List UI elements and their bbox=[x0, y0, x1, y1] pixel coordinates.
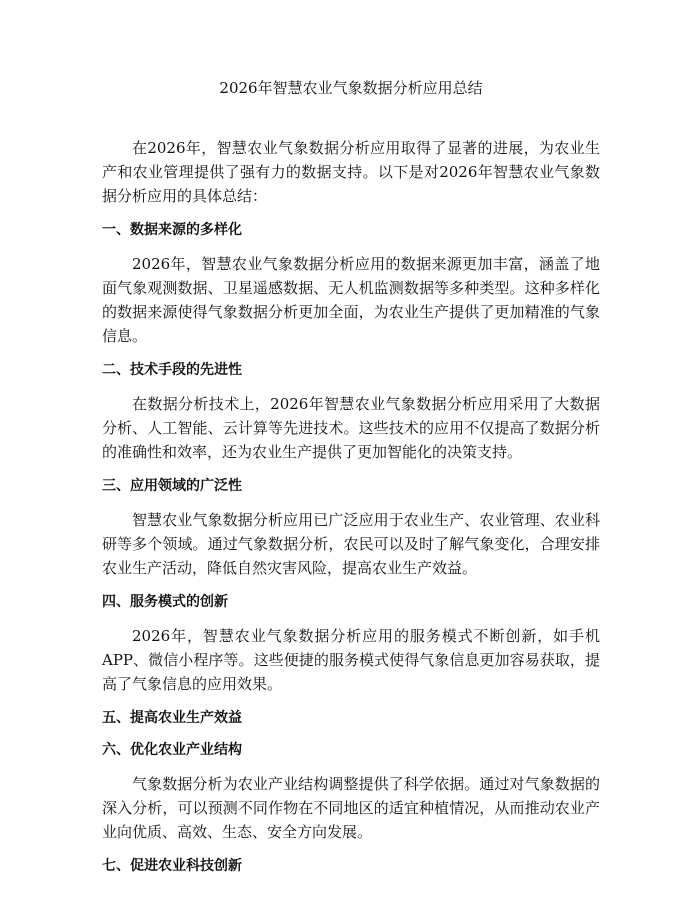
section-heading: 六、优化农业产业结构 bbox=[102, 742, 242, 758]
section-heading: 七、促进农业科技创新 bbox=[102, 858, 242, 874]
section-2 bbox=[102, 360, 600, 464]
intro-paragraph: 在2026年，智慧农业气象数据分析应用取得了显著的进展，为农业生产和农业管理提供了强有力的数据支持。以下是对2026年智慧农业气象数据分析应用的具体总结： bbox=[102, 139, 600, 205]
section-body: 气象数据分析为农业产业结构调整提供了科学依据。通过对气象数据的深入分析，可以预测不同作物在不同地区的适宜种植情况，从而推动农业产业向优质、高效、生态、安全方向发展。 bbox=[102, 775, 600, 841]
section-5 bbox=[102, 708, 600, 728]
section-body: 在数据分析技术上，2026年智慧农业气象数据分析应用采用了大数据分析、人工智能、云计算等先进技术。这些技术的应用不仅提高了数据分析的准确性和效率，还为农业生产提供了更加智能化的决策支持。 bbox=[102, 395, 600, 461]
section-heading: 三、应用领域的广泛性 bbox=[102, 478, 242, 494]
section-4 bbox=[102, 592, 600, 696]
section-heading: 二、技术手段的先进性 bbox=[102, 362, 242, 378]
section-body: 智慧农业气象数据分析应用已广泛应用于农业生产、农业管理、农业科研等多个领域。通过气象数据分析，农民可以及时了解气象变化，合理安排农业生产活动，降低自然灾害风险，提高农业生产效益。 bbox=[102, 511, 600, 577]
section-heading: 五、提高农业生产效益 bbox=[102, 710, 242, 726]
section-heading: 四、服务模式的创新 bbox=[102, 594, 228, 610]
section-body: 2026年，智慧农业气象数据分析应用的服务模式不断创新，如手机APP、微信小程序等。这些便捷的服务模式使得气象信息更加容易获取，提高了气象信息的应用效果。 bbox=[102, 627, 600, 693]
section-3 bbox=[102, 476, 600, 580]
section-7 bbox=[102, 856, 600, 876]
section-1 bbox=[102, 220, 600, 348]
section-heading: 一、数据来源的多样化 bbox=[102, 222, 242, 238]
section-6 bbox=[102, 740, 600, 844]
document-title: 2026年智慧农业气象数据分析应用总结 bbox=[219, 79, 483, 97]
section-body: 2026年，智慧农业气象数据分析应用的数据来源更加丰富，涵盖了地面气象观测数据、卫星遥感数据、无人机监测数据等多种类型。这种多样化的数据来源使得气象数据分析更加全面，为农业生产提供了更加精准的气象信息。 bbox=[102, 255, 600, 345]
